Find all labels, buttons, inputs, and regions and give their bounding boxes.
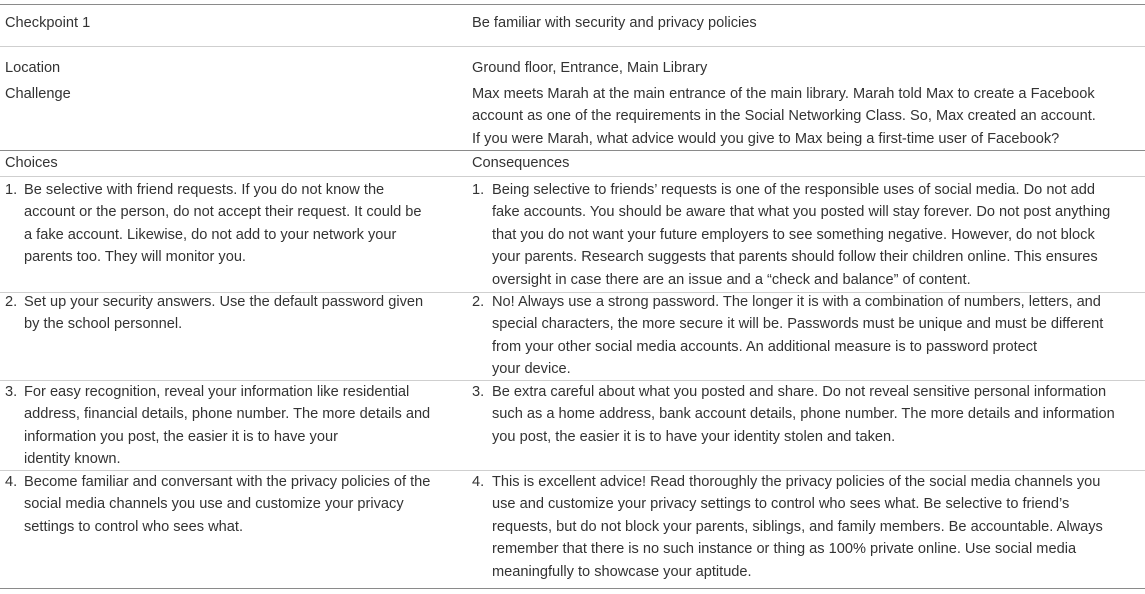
consequence-line: Being selective to friends’ requests is one of the responsible uses of social media. Do not add bbox=[492, 182, 1096, 198]
consequence-line: special characters, the more secure it will be. Passwords must be unique and must be different bbox=[492, 316, 1104, 333]
column-header-choices: Choices bbox=[5, 155, 58, 171]
consequence-line: such as a home address, bank account details, phone number. The more details and information bbox=[492, 406, 1115, 423]
choice-line: information you post, the easier it is to have your bbox=[24, 428, 338, 445]
choice-number: 2. bbox=[5, 294, 18, 310]
choice-line: social media channels you use and customize your privacy bbox=[24, 496, 404, 513]
consequence-line: oversight in case there are an issue and a “check and balance” of content. bbox=[492, 271, 971, 288]
choice-line: settings to control who sees what. bbox=[24, 518, 244, 535]
choice-line: account or the person, do not accept their request. It could be bbox=[24, 204, 422, 221]
challenge-line: account as one of the requirements in the Social Networking Class. So, Max created an account. bbox=[472, 108, 1096, 125]
choice-line: address, financial details, phone number. The more details and bbox=[24, 406, 431, 423]
choice-number: 3. bbox=[5, 384, 18, 400]
choice-number: 1. bbox=[5, 182, 18, 198]
choice-line: by the school personnel. bbox=[24, 316, 183, 333]
challenge-text bbox=[472, 83, 1096, 150]
challenge-label: Challenge bbox=[5, 86, 71, 102]
consequence-line: your parents. Research suggests that parents should follow their children online. This ensures bbox=[492, 249, 1098, 266]
consequence-line: use and customize your privacy settings to control who sees what. Be selective to friend’s bbox=[492, 496, 1070, 513]
choice-number: 4. bbox=[5, 474, 18, 490]
consequence-text bbox=[492, 179, 1110, 291]
table-top-rule bbox=[0, 4, 1145, 5]
consequence-line: No! Always use a strong password. The longer it is with a combination of numbers, letters, and bbox=[492, 294, 1101, 310]
consequence-text bbox=[492, 471, 1103, 583]
consequence-number: 1. bbox=[472, 182, 485, 198]
column-header-consequences: Consequences bbox=[472, 155, 570, 171]
choice-line: a fake account. Likewise, do not add to your network your bbox=[24, 226, 397, 243]
consequence-line: meaningfully to showcase your aptitude. bbox=[492, 563, 752, 580]
consequence-text bbox=[492, 381, 1115, 448]
choice-text bbox=[24, 471, 430, 538]
choice-text bbox=[24, 291, 423, 336]
choice-line: Become familiar and conversant with the privacy policies of the bbox=[24, 474, 431, 490]
consequence-number: 3. bbox=[472, 384, 485, 400]
choice-text bbox=[24, 381, 430, 471]
consequence-line: remember that there is no such instance or thing as 100% private online. Use social media bbox=[492, 541, 1077, 558]
header-checkpoint-title: Be familiar with security and privacy policies bbox=[472, 15, 757, 31]
table-bottom-rule bbox=[0, 588, 1145, 589]
consequence-text bbox=[492, 291, 1103, 381]
consequence-line: fake accounts. You should be aware that what you posted will stay forever. Do not post anything bbox=[492, 204, 1111, 221]
consequence-line: This is excellent advice! Read thoroughly the privacy policies of the social media channels you bbox=[492, 474, 1101, 490]
consequence-line: you post, the easier it is to have your identity stolen and taken. bbox=[492, 428, 896, 445]
consequence-number: 2. bbox=[472, 294, 485, 310]
choice-line: Be selective with friend requests. If you do not know the bbox=[24, 182, 385, 198]
consequence-line: from your other social media accounts. An additional measure is to password protect bbox=[492, 338, 1038, 355]
choice-text bbox=[24, 179, 422, 269]
consequence-line: that you do not want your future employers to see something negative. However, do not block bbox=[492, 226, 1095, 243]
consequence-line: requests, but do not block your parents, siblings, and family members. Be accountable. Always bbox=[492, 518, 1103, 535]
challenge-line: Max meets Marah at the main entrance of the main library. Marah told Max to create a Facebook bbox=[472, 86, 1095, 102]
header-checkpoint-label: Checkpoint 1 bbox=[5, 15, 91, 31]
header-rule bbox=[0, 46, 1145, 47]
consequence-line: your device. bbox=[492, 361, 571, 378]
choice-line: identity known. bbox=[24, 451, 121, 468]
consequence-number: 4. bbox=[472, 474, 485, 490]
consequence-line: Be extra careful about what you posted and share. Do not reveal sensitive personal information bbox=[492, 384, 1107, 400]
challenge-line: If you were Marah, what advice would you give to Max being a first-time user of Facebook? bbox=[472, 130, 1060, 147]
columns-rule bbox=[0, 176, 1145, 177]
location-label: Location bbox=[5, 60, 61, 76]
choice-line: parents too. They will monitor you. bbox=[24, 249, 246, 266]
location-value: Ground floor, Entrance, Main Library bbox=[472, 60, 708, 76]
choice-line: For easy recognition, reveal your information like residential bbox=[24, 384, 410, 400]
choice-line: Set up your security answers. Use the default password given bbox=[24, 294, 424, 310]
columns-top-rule bbox=[0, 150, 1145, 151]
